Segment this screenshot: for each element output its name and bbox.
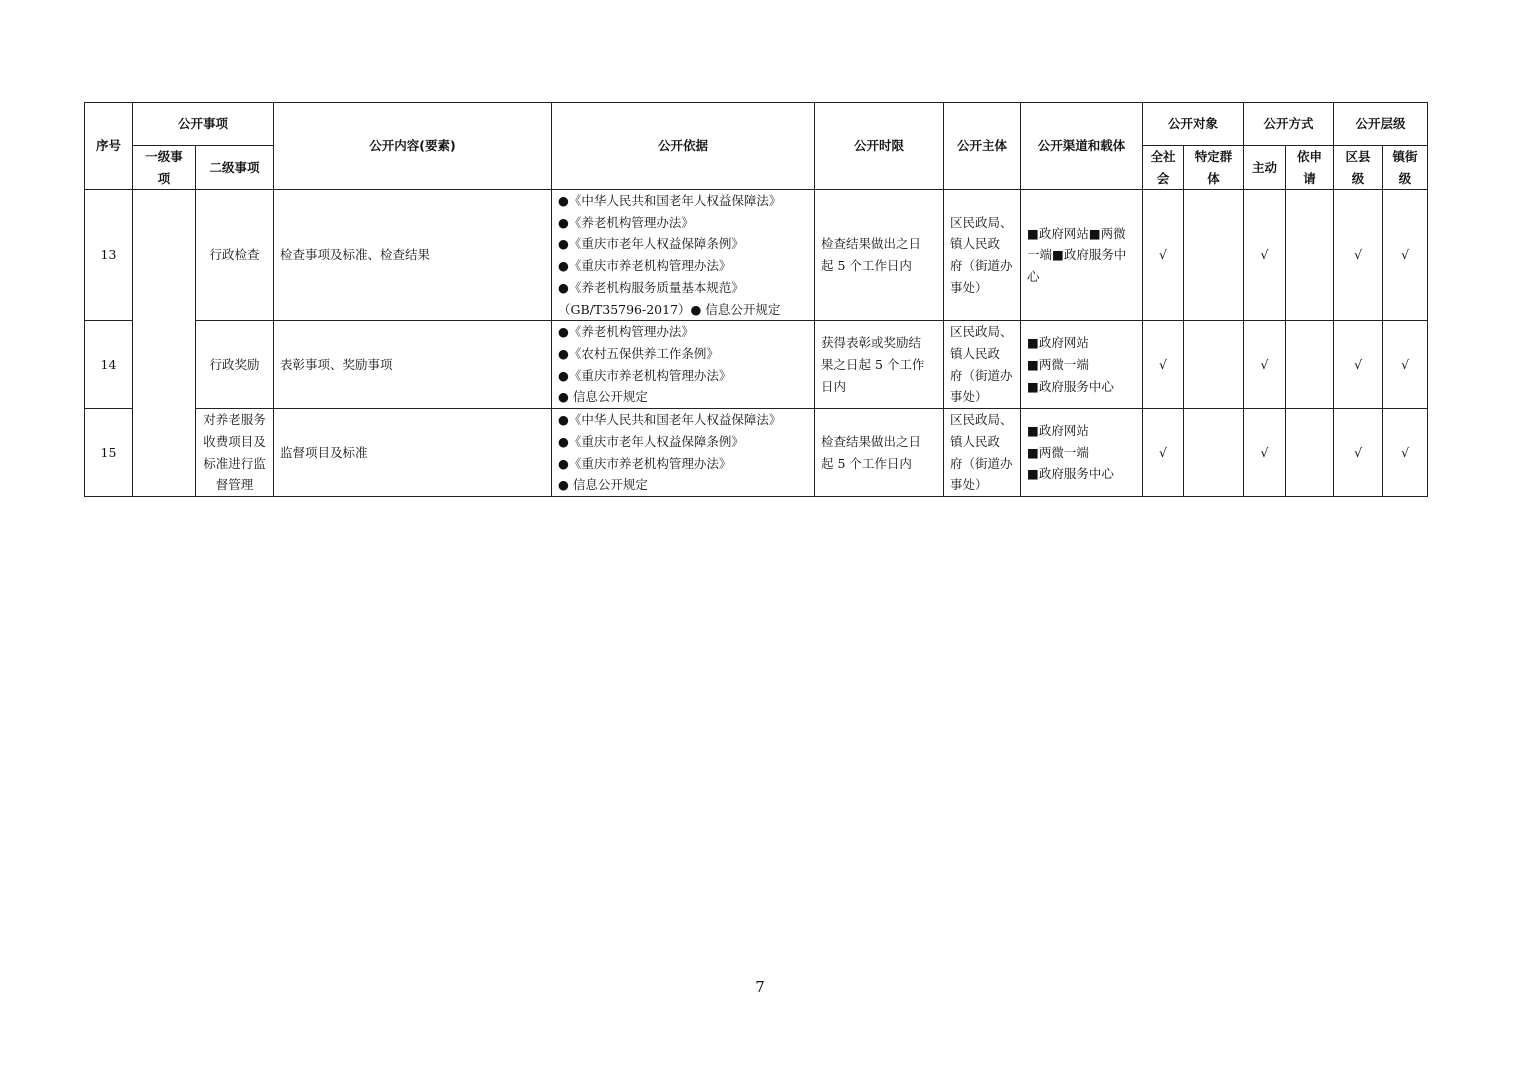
cell-level-district: √ bbox=[1334, 190, 1383, 321]
cell-content: 表彰事项、奖励事项 bbox=[274, 321, 552, 409]
cell-line: ■两微一端 bbox=[1027, 444, 1089, 460]
cell-target-public: √ bbox=[1143, 190, 1184, 321]
cell-line: 府（街道办 bbox=[950, 455, 1013, 471]
cell-line: 区县 bbox=[1345, 149, 1371, 164]
cell-line: 行政检查 bbox=[209, 247, 260, 263]
cell-level-town: √ bbox=[1383, 409, 1428, 497]
cell-line: ■政府网站 bbox=[1027, 423, 1089, 439]
cell-line: 镇街 bbox=[1392, 149, 1418, 164]
cell-basis bbox=[552, 190, 815, 321]
cell-method-active: √ bbox=[1244, 321, 1286, 409]
cell-method-request bbox=[1286, 190, 1334, 321]
page-number: 7 bbox=[755, 978, 765, 996]
cell-line: ●《中华人民共和国老年人权益保障法》 bbox=[558, 193, 782, 208]
cell-line: 区民政局、 bbox=[950, 214, 1013, 230]
disclosure-table bbox=[84, 102, 1428, 497]
cell-target-specific bbox=[1184, 190, 1244, 321]
cell-basis bbox=[552, 409, 815, 497]
header-target-public bbox=[1143, 146, 1184, 190]
cell-level2 bbox=[196, 409, 274, 497]
cell-target-public: √ bbox=[1143, 409, 1184, 497]
cell-line: ●《重庆市老年人权益保障条例》 bbox=[558, 236, 744, 252]
cell-line: 特定群 bbox=[1194, 149, 1233, 164]
cell-time-limit bbox=[815, 190, 944, 321]
cell-line: 全社 bbox=[1150, 149, 1176, 164]
header-basis: 公开依据 bbox=[552, 103, 815, 190]
header-level-town bbox=[1383, 146, 1428, 190]
cell-line: 区民政局、 bbox=[950, 324, 1013, 340]
cell-level-district: √ bbox=[1334, 409, 1383, 497]
cell-seq: 14 bbox=[85, 321, 133, 409]
cell-line: 府（街道办 bbox=[950, 367, 1013, 383]
cell-target-specific bbox=[1184, 321, 1244, 409]
cell-line: ●《重庆市老年人权益保障条例》 bbox=[558, 433, 744, 449]
header-level1 bbox=[133, 146, 196, 190]
cell-channel bbox=[1021, 409, 1143, 497]
cell-line: 起 5 个工作日内 bbox=[821, 455, 912, 471]
cell-line: 督管理 bbox=[215, 477, 254, 493]
cell-line: 区民政局、 bbox=[950, 412, 1013, 428]
cell-line: 收费项目及 bbox=[203, 433, 266, 449]
cell-level2 bbox=[196, 190, 274, 321]
cell-method-request bbox=[1286, 409, 1334, 497]
cell-line: 请 bbox=[1303, 170, 1316, 186]
cell-line: ■两微一端 bbox=[1027, 356, 1089, 372]
cell-line: ■政府服务中心 bbox=[1027, 378, 1114, 394]
cell-line: 一级事 bbox=[145, 149, 183, 164]
cell-line: 起 5 个工作日内 bbox=[821, 258, 912, 274]
cell-line: ■政府网站■两微 bbox=[1027, 225, 1126, 241]
cell-line: 标准进行监 bbox=[203, 455, 266, 471]
header-target: 公开对象 bbox=[1143, 103, 1244, 146]
cell-method-request bbox=[1286, 321, 1334, 409]
header-subject: 公开主体 bbox=[944, 103, 1021, 190]
cell-method-active: √ bbox=[1244, 409, 1286, 497]
cell-line: 会 bbox=[1156, 170, 1170, 186]
table-body bbox=[85, 190, 1428, 497]
cell-subject bbox=[944, 409, 1021, 497]
header-level-district bbox=[1334, 146, 1383, 190]
cell-line: ●《重庆市养老机构管理办法》 bbox=[558, 258, 732, 274]
header-time-limit: 公开时限 bbox=[815, 103, 944, 190]
cell-line: ■政府服务中心 bbox=[1027, 466, 1114, 482]
cell-level2 bbox=[196, 321, 274, 409]
cell-line: 事处） bbox=[950, 279, 988, 295]
table-header bbox=[85, 103, 1428, 190]
cell-line: 检查结果做出之日 bbox=[821, 433, 922, 449]
cell-line: 级 bbox=[1351, 170, 1365, 186]
cell-level1-merged bbox=[133, 190, 196, 497]
cell-line: （GB/T35796-2017）● 信息公开规定 bbox=[558, 301, 781, 317]
cell-line: ●《中华人民共和国老年人权益保障法》 bbox=[558, 412, 782, 428]
cell-line: 镇人民政 bbox=[950, 433, 1001, 449]
header-seq: 序号 bbox=[85, 103, 133, 190]
cell-line: 果之日起 5 个工作 bbox=[821, 356, 925, 372]
table-row bbox=[85, 409, 1428, 497]
cell-line: ●《重庆市养老机构管理办法》 bbox=[558, 367, 732, 383]
header-target-specific bbox=[1184, 146, 1244, 190]
cell-basis bbox=[552, 321, 815, 409]
cell-line: 日内 bbox=[821, 378, 847, 394]
cell-content: 监督项目及标准 bbox=[274, 409, 552, 497]
header-channel: 公开渠道和载体 bbox=[1021, 103, 1143, 190]
header-level2: 二级事项 bbox=[196, 146, 274, 190]
cell-line: 镇人民政 bbox=[950, 346, 1001, 362]
cell-line: 行政奖励 bbox=[209, 356, 260, 372]
cell-line: ●《重庆市养老机构管理办法》 bbox=[558, 455, 732, 471]
cell-method-active: √ bbox=[1244, 190, 1286, 321]
header-level: 公开层级 bbox=[1334, 103, 1428, 146]
cell-seq: 15 bbox=[85, 409, 133, 497]
cell-line: ●《养老机构管理办法》 bbox=[558, 214, 694, 230]
cell-line: 对养老服务 bbox=[203, 412, 266, 428]
header-method-active: 主动 bbox=[1244, 146, 1286, 190]
cell-level-town: √ bbox=[1383, 321, 1428, 409]
cell-line: 事处） bbox=[950, 389, 988, 405]
cell-line: 府（街道办 bbox=[950, 258, 1013, 274]
header-item: 公开事项 bbox=[133, 103, 274, 146]
cell-line: ■政府网站 bbox=[1027, 335, 1089, 351]
header-content: 公开内容(要素) bbox=[274, 103, 552, 190]
cell-line: 检查结果做出之日 bbox=[821, 236, 922, 252]
cell-line: ●《养老机构管理办法》 bbox=[558, 324, 694, 340]
cell-time-limit bbox=[815, 409, 944, 497]
cell-subject bbox=[944, 321, 1021, 409]
cell-line: ● 信息公开规定 bbox=[558, 477, 648, 493]
cell-content: 检查事项及标准、检查结果 bbox=[274, 190, 552, 321]
header-method: 公开方式 bbox=[1244, 103, 1334, 146]
cell-channel bbox=[1021, 321, 1143, 409]
cell-subject bbox=[944, 190, 1021, 321]
cell-target-public: √ bbox=[1143, 321, 1184, 409]
cell-seq: 13 bbox=[85, 190, 133, 321]
cell-line: 镇人民政 bbox=[950, 236, 1001, 252]
cell-line: 心 bbox=[1027, 268, 1040, 284]
cell-line: 体 bbox=[1207, 170, 1220, 186]
cell-level-district: √ bbox=[1334, 321, 1383, 409]
header-method-request bbox=[1286, 146, 1334, 190]
cell-line: 依申 bbox=[1297, 149, 1323, 164]
table-row bbox=[85, 190, 1428, 321]
cell-line: ● 信息公开规定 bbox=[558, 389, 648, 405]
cell-level-town: √ bbox=[1383, 190, 1428, 321]
cell-line: ●《农村五保供养工作条例》 bbox=[558, 346, 719, 362]
cell-line: 获得表彰或奖励结 bbox=[821, 335, 922, 351]
table-row bbox=[85, 321, 1428, 409]
cell-line: 一端■政府服务中 bbox=[1027, 247, 1127, 263]
cell-channel bbox=[1021, 190, 1143, 321]
cell-target-specific bbox=[1184, 409, 1244, 497]
cell-line: 事处） bbox=[950, 477, 988, 493]
cell-line: 项 bbox=[157, 170, 171, 186]
cell-line: ●《养老机构服务质量基本规范》 bbox=[558, 279, 744, 295]
cell-time-limit bbox=[815, 321, 944, 409]
cell-line: 级 bbox=[1398, 170, 1412, 186]
